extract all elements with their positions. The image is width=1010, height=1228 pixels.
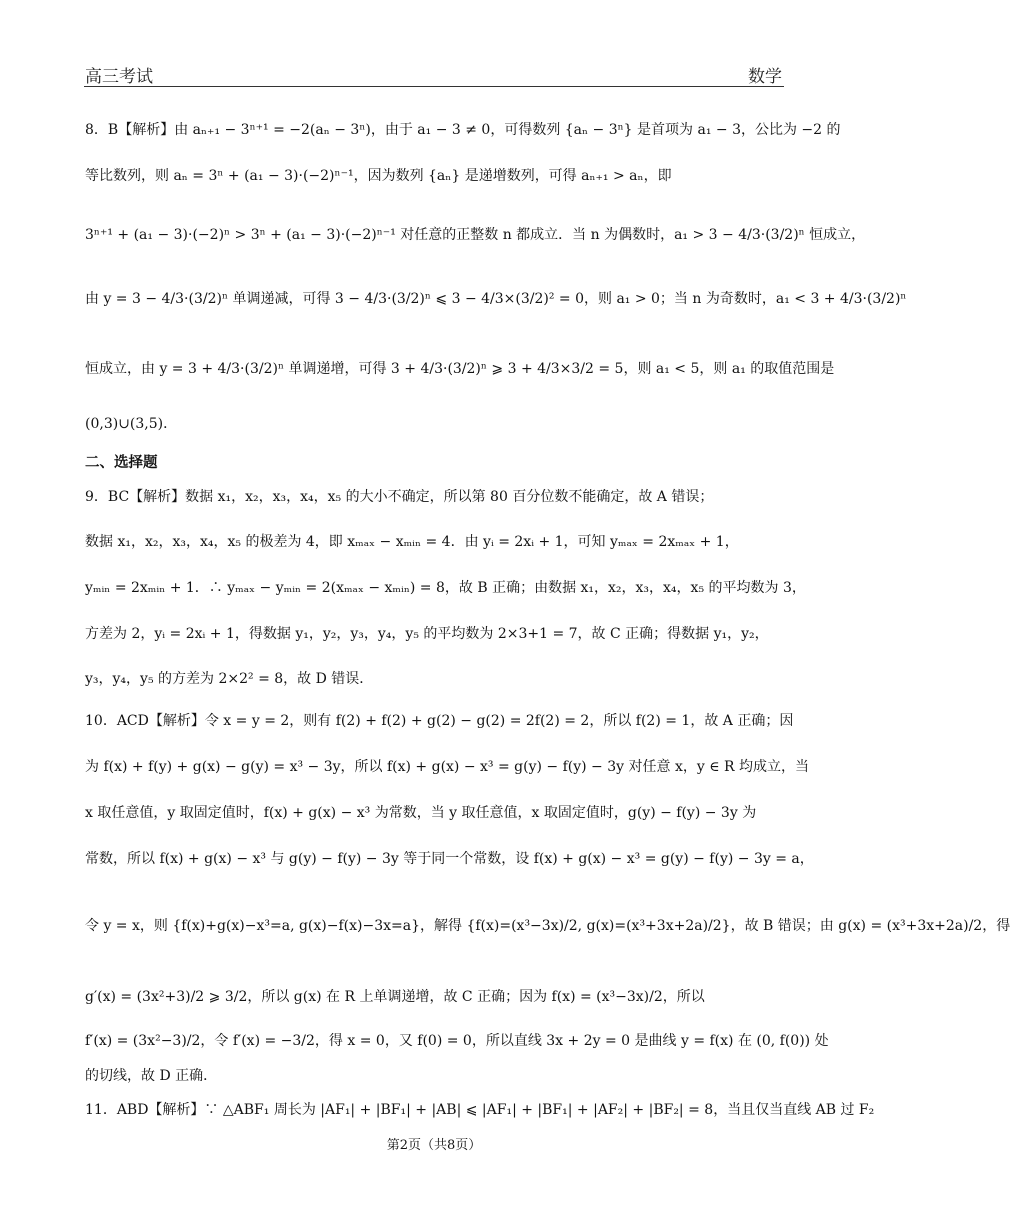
text-line-q9-line4: 方差为 2，yᵢ = 2xᵢ + 1，得数据 y₁，y₂，y₃，y₄，y₅ 的平均数为 2×3+1 = 7，故 C 正确；得数据 y₁，y₂， [85,626,769,642]
text-line-q10-line4: 常数，所以 f(x) + g(x) − x³ 与 g(y) − f(y) − 3y 等于同一个常数，设 f(x) + g(x) − x³ = g(y) − f(y) − 3y = a， [85,851,814,867]
text-line-q11-line1: 11．ABD【解析】∵ △ABF₁ 周长为 |AF₁| + |BF₁| + |AB| ⩽ |AF₁| + |BF₁| + |AF₂| + |BF₂| = 8，当且仅当直线 AB 过 F₂ [85,1102,875,1118]
page-header-left: 高三考试 [85,67,153,87]
text-line-q8-line3: 3ⁿ⁺¹ + (a₁ − 3)·(−2)ⁿ > 3ⁿ + (a₁ − 3)·(−2)ⁿ⁻¹ 对任意的正整数 n 都成立．当 n 为偶数时，a₁ > 3 − 4/3·(3/2)ⁿ 恒成立， [85,227,866,243]
text-line-q8-line6: (0,3)∪(3,5)． [85,416,178,432]
text-line-q10-line5: 令 y = x，则 {f(x)+g(x)−x³=a, g(x)−f(x)−3x=a}，解得 {f(x)=(x³−3x)/2, g(x)=(x³+3x+2a)/2}，故 B 错误；由 g(x) = (x³+3x+2a)/2，得 [85,918,1010,934]
text-line-q9-line2: 数据 x₁，x₂，x₃，x₄，x₅ 的极差为 4，即 xₘₐₓ − xₘᵢₙ = 4．由 yᵢ = 2xᵢ + 1，可知 yₘₐₓ = 2xₘₐₓ + 1， [85,534,739,550]
text-line-q10-line8: 的切线，故 D 正确． [85,1068,218,1084]
text-line-q8-line4: 由 y = 3 − 4/3·(3/2)ⁿ 单调递减，可得 3 − 4/3·(3/2)ⁿ ⩽ 3 − 4/3×(3/2)² = 0，则 a₁ > 0；当 n 为奇数时，a₁ < 3 + 4/3·(3/2)ⁿ [85,291,907,307]
text-line-q9-line3: yₘᵢₙ = 2xₘᵢₙ + 1．∴ yₘₐₓ − yₘᵢₙ = 2(xₘₐₓ − xₘᵢₙ) = 8，故 B 正确；由数据 x₁，x₂，x₃，x₄，x₅ 的平均数为 3， [85,580,806,596]
text-line-q8-line2: 等比数列，则 aₙ = 3ⁿ + (a₁ − 3)·(−2)ⁿ⁻¹，因为数列 {aₙ} 是递增数列，可得 aₙ₊₁ > aₙ，即 [85,168,672,184]
page-footer: 第2页（共8页） [386,1138,482,1153]
text-line-sec2-title: 二、选择题 [85,455,158,471]
text-line-q9-line1: 9．BC【解析】数据 x₁，x₂，x₃，x₄，x₅ 的大小不确定，所以第 80 百分位数不能确定，故 A 错误； [85,489,714,505]
text-line-q10-line1: 10．ACD【解析】令 x = y = 2，则有 f(2) + f(2) + g(2) − g(2) = 2f(2) = 2，所以 f(2) = 1，故 A 正确；因 [85,713,794,729]
header-rule [84,86,784,87]
text-line-q8-line5: 恒成立，由 y = 3 + 4/3·(3/2)ⁿ 单调递增，可得 3 + 4/3·(3/2)ⁿ ⩾ 3 + 4/3×3/2 = 5，则 a₁ < 5，则 a₁ 的取值范围是 [85,361,835,377]
text-line-q8-line1: 8．B【解析】由 aₙ₊₁ − 3ⁿ⁺¹ = −2(aₙ − 3ⁿ)，由于 a₁ − 3 ≠ 0，可得数列 {aₙ − 3ⁿ} 是首项为 a₁ − 3，公比为 −2 的 [85,122,841,138]
text-line-q10-line2: 为 f(x) + f(y) + g(x) − g(y) = x³ − 3y，所以 f(x) + g(x) − x³ = g(y) − f(y) − 3y 对任意 x，y ∈ R 均成立，当 [85,759,810,775]
page-header-right: 数学 [748,67,782,87]
text-line-q10-line3: x 取任意值，y 取固定值时，f(x) + g(x) − x³ 为常数，当 y 取任意值，x 取固定值时，g(y) − f(y) − 3y 为 [85,805,757,821]
text-line-q9-line5: y₃，y₄，y₅ 的方差为 2×2² = 8，故 D 错误． [85,671,374,687]
text-line-q10-line7: f′(x) = (3x²−3)/2，令 f′(x) = −3/2，得 x = 0，又 f(0) = 0，所以直线 3x + 2y = 0 是曲线 y = f(x) 在 (0, f(0)) 处 [85,1033,829,1049]
text-line-q10-line6: g′(x) = (3x²+3)/2 ⩾ 3/2，所以 g(x) 在 R 上单调递增，故 C 正确；因为 f(x) = (x³−3x)/2，所以 [85,989,705,1005]
